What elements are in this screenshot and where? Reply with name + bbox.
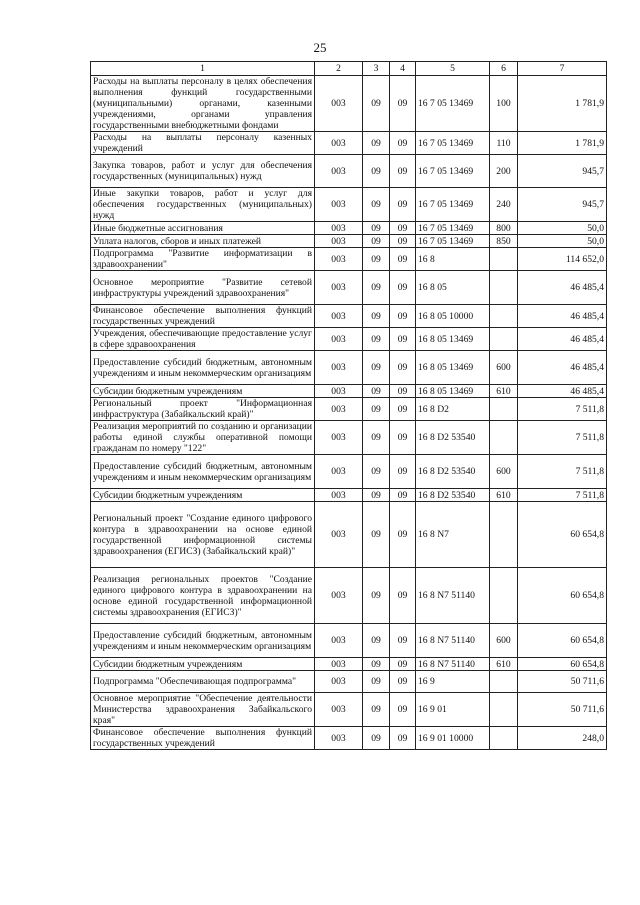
section-code: 09 [363,351,390,385]
expense-type-code [490,502,518,568]
grbs-code: 003 [315,421,363,455]
amount: 7 511,8 [518,455,607,489]
amount: 60 654,8 [518,624,607,658]
section-code: 09 [363,222,390,235]
section-code: 09 [363,155,390,188]
amount: 46 485,4 [518,305,607,328]
grbs-code: 003 [315,132,363,155]
expense-type-code: 610 [490,385,518,398]
grbs-code: 003 [315,155,363,188]
amount: 945,7 [518,155,607,188]
section-code: 09 [363,693,390,727]
grbs-code: 003 [315,398,363,421]
table-row [91,271,607,305]
subsection-code: 09 [390,693,416,727]
table-row [91,76,607,132]
target-article-code: 16 8 N7 51140 [416,658,490,671]
target-article-code: 16 8 05 13469 [416,328,490,351]
subsection-code: 09 [390,489,416,502]
expense-type-code [490,727,518,750]
table-row [91,624,607,658]
subsection-code: 09 [390,305,416,328]
item-name: Предоставление субсидий бюджетным, автономным учреждениям и иным некоммерческим организациям [91,624,315,658]
column-header: 3 [363,62,390,76]
grbs-code: 003 [315,351,363,385]
subsection-code: 09 [390,155,416,188]
column-header: 7 [518,62,607,76]
section-code: 09 [363,305,390,328]
target-article-code: 16 7 05 13469 [416,155,490,188]
expense-type-code [490,421,518,455]
subsection-code: 09 [390,398,416,421]
item-name: Расходы на выплаты персоналу в целях обеспечения выполнения функций государственными (муниципальными) органами, казенными учреждениями, органами управления государственными внебюджетными фондами [91,76,315,132]
section-code: 09 [363,727,390,750]
target-article-code: 16 8 D2 [416,398,490,421]
item-name: Основное мероприятие "Обеспечение деятельности Министерства здравоохранения Забайкальского края" [91,693,315,727]
section-code: 09 [363,489,390,502]
amount: 60 654,8 [518,568,607,624]
target-article-code: 16 8 05 13469 [416,351,490,385]
section-code: 09 [363,671,390,693]
table-row [91,568,607,624]
expense-type-code: 200 [490,155,518,188]
expense-type-code: 110 [490,132,518,155]
item-name: Реализация региональных проектов "Создание единого цифрового контура в здравоохранении на основе единой государственной информационной системы здравоохранения (ЕГИСЗ)" [91,568,315,624]
table-row [91,455,607,489]
target-article-code: 16 8 05 [416,271,490,305]
target-article-code: 16 7 05 13469 [416,132,490,155]
expense-type-code [490,693,518,727]
section-code: 09 [363,568,390,624]
table-row [91,132,607,155]
section-code: 09 [363,235,390,248]
grbs-code: 003 [315,385,363,398]
subsection-code: 09 [390,727,416,750]
section-code: 09 [363,421,390,455]
subsection-code: 09 [390,188,416,222]
item-name: Субсидии бюджетным учреждениям [91,658,315,671]
item-name: Предоставление субсидий бюджетным, автономным учреждениям и иным некоммерческим организациям [91,351,315,385]
item-name: Региональный проект "Создание единого цифрового контура в здравоохранении на основе единой государственной информационной системы здравоохранения (ЕГИСЗ) (Забайкальский край)" [91,502,315,568]
subsection-code: 09 [390,351,416,385]
table-row [91,693,607,727]
subsection-code: 09 [390,235,416,248]
section-code: 09 [363,76,390,132]
target-article-code: 16 9 01 10000 [416,727,490,750]
grbs-code: 003 [315,305,363,328]
amount: 248,0 [518,727,607,750]
column-header: 4 [390,62,416,76]
item-name: Учреждения, обеспечивающие предоставление услуг в сфере здравоохранения [91,328,315,351]
amount: 60 654,8 [518,502,607,568]
item-name: Уплата налогов, сборов и иных платежей [91,235,315,248]
section-code: 09 [363,188,390,222]
table-row [91,305,607,328]
grbs-code: 003 [315,671,363,693]
table-row [91,155,607,188]
subsection-code: 09 [390,248,416,271]
grbs-code: 003 [315,727,363,750]
grbs-code: 003 [315,248,363,271]
grbs-code: 003 [315,328,363,351]
section-code: 09 [363,385,390,398]
table-row [91,235,607,248]
item-name: Предоставление субсидий бюджетным, автономным учреждениям и иным некоммерческим организациям [91,455,315,489]
column-header: 6 [490,62,518,76]
expense-type-code [490,671,518,693]
table-row [91,188,607,222]
expense-type-code: 600 [490,455,518,489]
header-row [91,62,607,76]
target-article-code: 16 8 D2 53540 [416,489,490,502]
expense-type-code [490,271,518,305]
expense-type-code: 800 [490,222,518,235]
column-header: 1 [91,62,315,76]
section-code: 09 [363,455,390,489]
item-name: Расходы на выплаты персоналу казенных учреждений [91,132,315,155]
amount: 50,0 [518,235,607,248]
item-name: Закупка товаров, работ и услуг для обеспечения государственных (муниципальных) нужд [91,155,315,188]
subsection-code: 09 [390,132,416,155]
amount: 46 485,4 [518,351,607,385]
subsection-code: 09 [390,502,416,568]
table-row [91,489,607,502]
amount: 46 485,4 [518,271,607,305]
expense-type-code: 600 [490,624,518,658]
amount: 945,7 [518,188,607,222]
expense-type-code: 610 [490,489,518,502]
table-row [91,398,607,421]
item-name: Субсидии бюджетным учреждениям [91,385,315,398]
expense-type-code [490,398,518,421]
amount: 7 511,8 [518,489,607,502]
target-article-code: 16 8 [416,248,490,271]
grbs-code: 003 [315,658,363,671]
grbs-code: 003 [315,235,363,248]
amount: 114 652,0 [518,248,607,271]
target-article-code: 16 8 N7 51140 [416,568,490,624]
table-row [91,671,607,693]
grbs-code: 003 [315,693,363,727]
subsection-code: 09 [390,624,416,658]
amount: 60 654,8 [518,658,607,671]
item-name: Иные закупки товаров, работ и услуг для обеспечения государственных (муниципальных) нужд [91,188,315,222]
grbs-code: 003 [315,271,363,305]
table-row [91,222,607,235]
item-name: Подпрограмма "Развитие информатизации в здравоохранении" [91,248,315,271]
page-number: 25 [313,40,327,55]
target-article-code: 16 8 D2 53540 [416,421,490,455]
subsection-code: 09 [390,421,416,455]
expense-type-code [490,248,518,271]
expense-type-code: 850 [490,235,518,248]
item-name: Подпрограмма "Обеспечивающая подпрограмма" [91,671,315,693]
subsection-code: 09 [390,455,416,489]
target-article-code: 16 8 N7 [416,502,490,568]
amount: 7 511,8 [518,398,607,421]
grbs-code: 003 [315,502,363,568]
grbs-code: 003 [315,568,363,624]
amount: 50 711,6 [518,693,607,727]
subsection-code: 09 [390,671,416,693]
item-name: Реализация мероприятий по созданию и организации работы единой службы оперативной помощи гражданам по номеру "122" [91,421,315,455]
expense-type-code: 240 [490,188,518,222]
budget-table [90,61,607,750]
target-article-code: 16 7 05 13469 [416,76,490,132]
grbs-code: 003 [315,222,363,235]
table-row [91,328,607,351]
amount: 7 511,8 [518,421,607,455]
section-code: 09 [363,328,390,351]
amount: 1 781,9 [518,132,607,155]
target-article-code: 16 9 01 [416,693,490,727]
section-code: 09 [363,658,390,671]
expense-type-code [490,328,518,351]
amount: 50,0 [518,222,607,235]
grbs-code: 003 [315,76,363,132]
subsection-code: 09 [390,222,416,235]
amount: 46 485,4 [518,385,607,398]
table-row [91,385,607,398]
section-code: 09 [363,248,390,271]
subsection-code: 09 [390,271,416,305]
target-article-code: 16 7 05 13469 [416,222,490,235]
subsection-code: 09 [390,328,416,351]
expense-type-code: 610 [490,658,518,671]
target-article-code: 16 8 D2 53540 [416,455,490,489]
target-article-code: 16 7 05 13469 [416,188,490,222]
amount: 50 711,6 [518,671,607,693]
grbs-code: 003 [315,489,363,502]
grbs-code: 003 [315,188,363,222]
amount: 46 485,4 [518,328,607,351]
table-row [91,351,607,385]
section-code: 09 [363,271,390,305]
section-code: 09 [363,502,390,568]
subsection-code: 09 [390,568,416,624]
subsection-code: 09 [390,76,416,132]
column-header: 2 [315,62,363,76]
subsection-code: 09 [390,385,416,398]
item-name: Иные бюджетные ассигнования [91,222,315,235]
target-article-code: 16 8 05 10000 [416,305,490,328]
section-code: 09 [363,624,390,658]
table-row [91,727,607,750]
target-article-code: 16 7 05 13469 [416,235,490,248]
item-name: Субсидии бюджетным учреждениям [91,489,315,502]
grbs-code: 003 [315,624,363,658]
target-article-code: 16 9 [416,671,490,693]
expense-type-code [490,305,518,328]
target-article-code: 16 8 05 13469 [416,385,490,398]
section-code: 09 [363,132,390,155]
table-row [91,502,607,568]
expense-type-code [490,568,518,624]
grbs-code: 003 [315,455,363,489]
item-name: Финансовое обеспечение выполнения функций государственных учреждений [91,305,315,328]
subsection-code: 09 [390,658,416,671]
table-row [91,421,607,455]
target-article-code: 16 8 N7 51140 [416,624,490,658]
item-name: Основное мероприятие "Развитие сетевой инфраструктуры учреждений здравоохранения" [91,271,315,305]
section-code: 09 [363,398,390,421]
expense-type-code: 100 [490,76,518,132]
expense-type-code: 600 [490,351,518,385]
table-row [91,248,607,271]
table-row [91,658,607,671]
item-name: Региональный проект "Информационная инфраструктура (Забайкальский край)" [91,398,315,421]
column-header: 5 [416,62,490,76]
item-name: Финансовое обеспечение выполнения функций государственных учреждений [91,727,315,750]
amount: 1 781,9 [518,76,607,132]
